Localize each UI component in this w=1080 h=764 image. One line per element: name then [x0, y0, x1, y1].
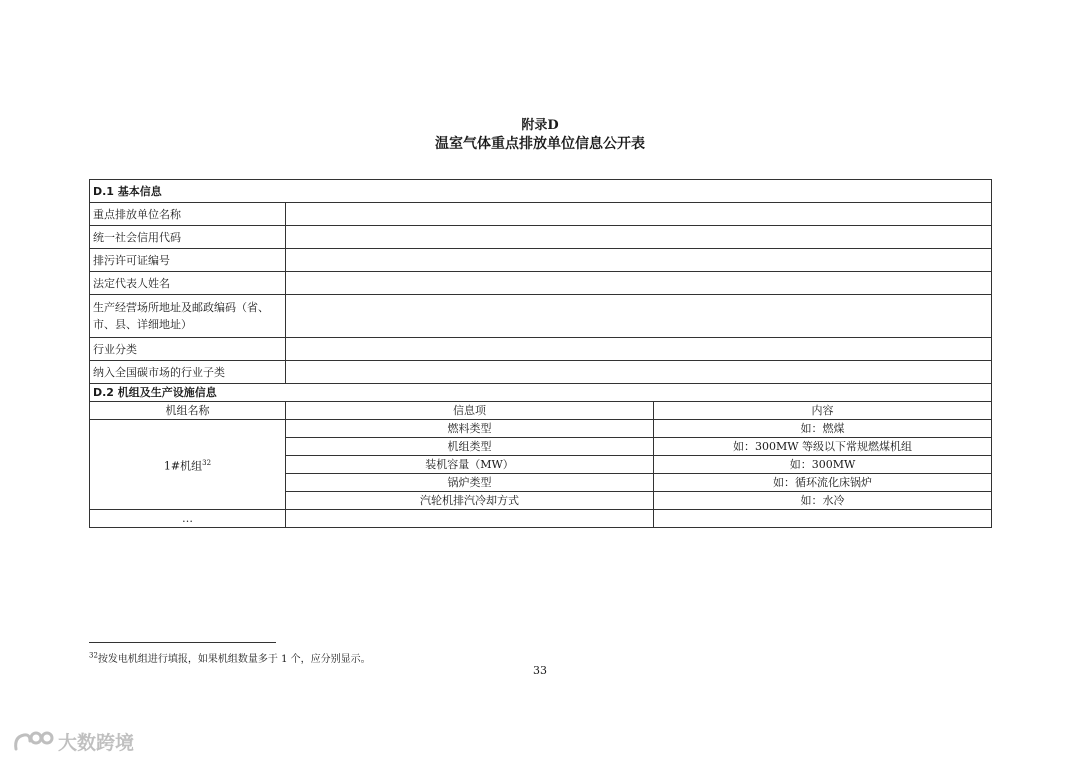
appendix-title: 附录D [521, 118, 559, 133]
field-value [286, 272, 992, 295]
table-row [90, 295, 992, 338]
ellipsis-cell: … [90, 510, 286, 528]
section-header-units [90, 384, 992, 402]
footnote-mark: 32 [89, 651, 98, 660]
item-label: 机组类型 [286, 438, 654, 456]
table-row [90, 272, 992, 295]
field-label: 排污许可证编号 [90, 249, 286, 272]
watermark-logo-icon [12, 729, 54, 755]
item-value: 如：燃煤 [654, 420, 992, 438]
field-label: 纳入全国碳市场的行业子类 [90, 361, 286, 384]
field-value [286, 226, 992, 249]
info-disclosure-table [89, 179, 992, 528]
table-row [90, 420, 992, 438]
item-label: 燃料类型 [286, 420, 654, 438]
table-row [90, 510, 992, 528]
item-value: 如：300MW 等级以下常规燃煤机组 [654, 438, 992, 456]
footnote [89, 650, 371, 665]
field-label: 重点排放单位名称 [90, 203, 286, 226]
footnote-ref: 32 [202, 458, 212, 467]
empty-cell [286, 510, 654, 528]
watermark [12, 728, 134, 755]
unit-name-cell [90, 420, 286, 510]
footnote-divider [89, 642, 276, 643]
page-number: 33 [533, 664, 547, 677]
table-row [90, 361, 992, 384]
field-label: 行业分类 [90, 338, 286, 361]
field-label: 生产经营场所地址及邮政编码（省、市、县、详细地址） [90, 295, 286, 338]
field-value [286, 203, 992, 226]
field-label: 统一社会信用代码 [90, 226, 286, 249]
field-label: 法定代表人姓名 [90, 272, 286, 295]
field-value [286, 361, 992, 384]
field-value [286, 249, 992, 272]
table-row [90, 203, 992, 226]
table-row [90, 338, 992, 361]
field-value [286, 338, 992, 361]
field-value [286, 295, 992, 338]
empty-cell [654, 510, 992, 528]
section-title: D.1 基本信息 [90, 180, 992, 203]
watermark-text: 大数跨境 [58, 732, 135, 754]
item-label: 锅炉类型 [286, 474, 654, 492]
footnote-text: 按发电机组进行填报，如果机组数量多于 1 个，应分别显示。 [97, 654, 371, 665]
column-header: 信息项 [286, 402, 654, 420]
item-value: 如：循环流化床锅炉 [654, 474, 992, 492]
column-header: 内容 [654, 402, 992, 420]
item-label: 汽轮机排汽冷却方式 [286, 492, 654, 510]
table-row [90, 226, 992, 249]
document-title: 温室气体重点排放单位信息公开表 [435, 136, 645, 152]
item-value: 如：水冷 [654, 492, 992, 510]
table-row [90, 249, 992, 272]
item-label: 装机容量（MW） [286, 456, 654, 474]
section-header-basic-info [90, 180, 992, 203]
section-title: D.2 机组及生产设施信息 [90, 384, 992, 402]
column-header: 机组名称 [90, 402, 286, 420]
unit-name: 1#机组 [163, 459, 203, 473]
table-header-row [90, 402, 992, 420]
item-value: 如：300MW [654, 456, 992, 474]
